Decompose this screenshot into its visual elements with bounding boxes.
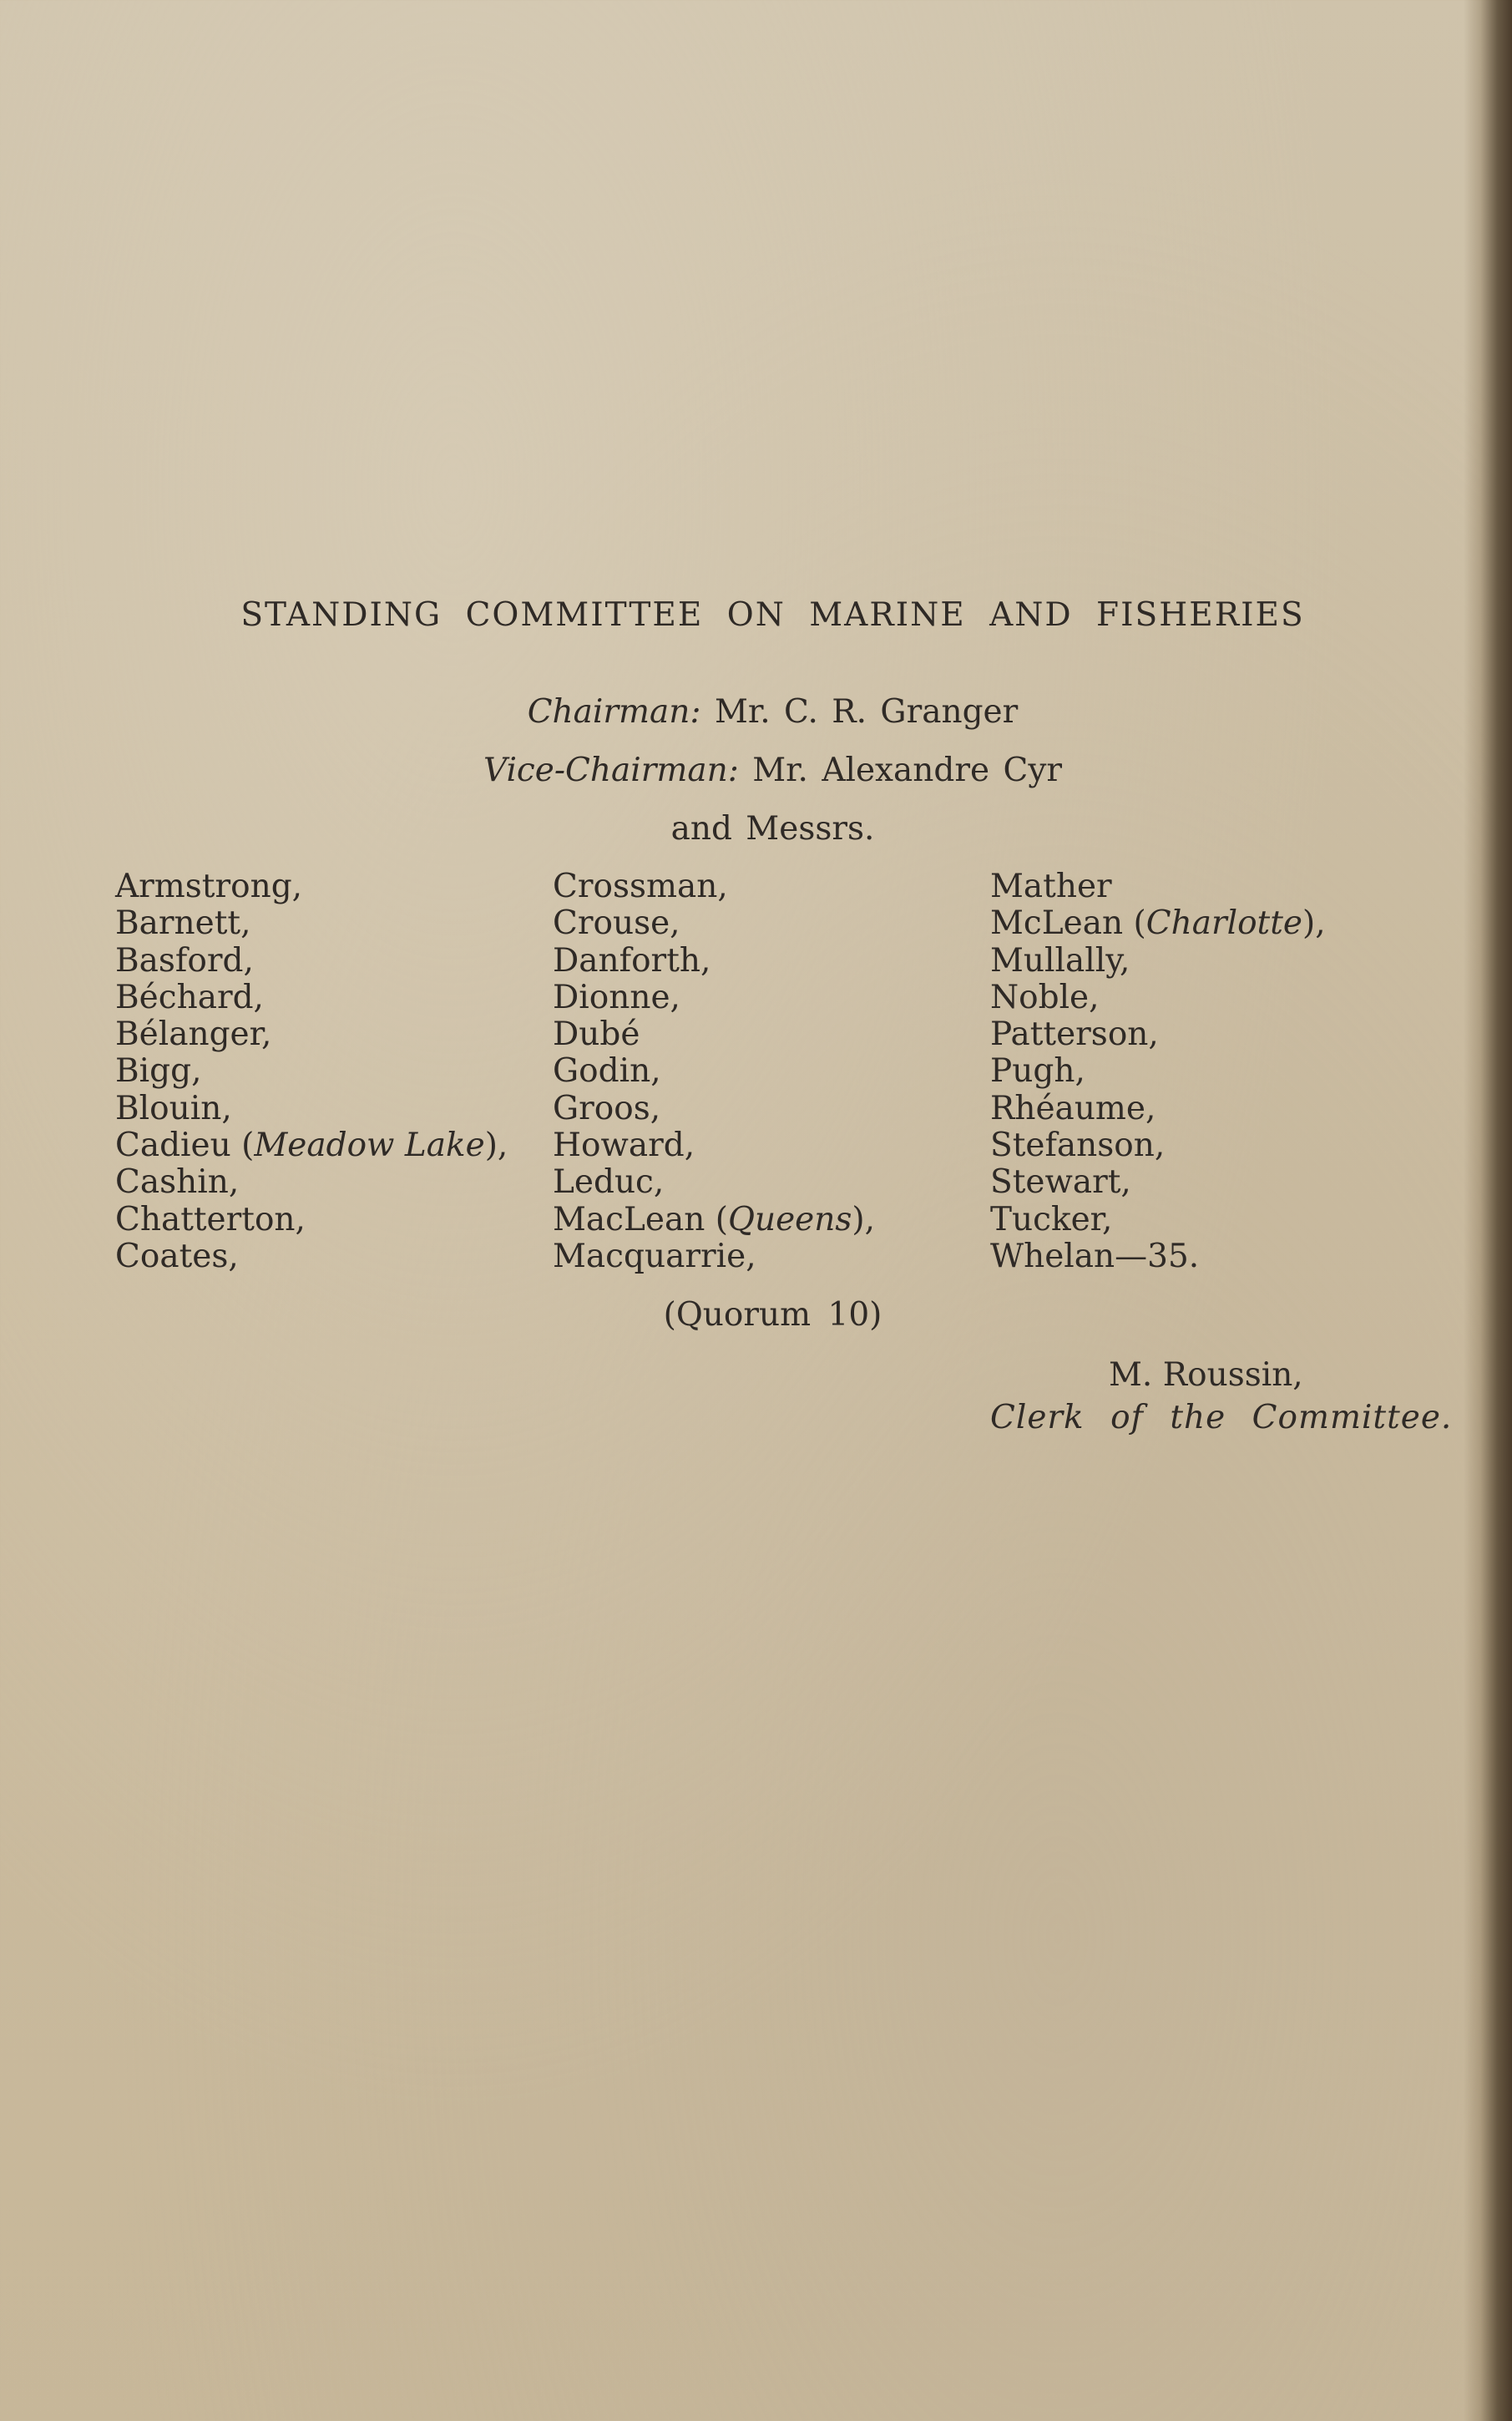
member-name: Groos,	[553, 1089, 661, 1127]
member-name: Basford,	[115, 941, 254, 980]
member-entry	[990, 1164, 1326, 1201]
member-entry	[115, 1053, 508, 1090]
member-suffix: ),	[1302, 904, 1326, 943]
member-name: MacLean (	[553, 1200, 728, 1238]
member-name: Crossman,	[553, 868, 728, 905]
member-entry	[115, 980, 508, 1016]
members-column-2	[553, 869, 875, 1275]
member-entry	[990, 1127, 1326, 1164]
member-name: Godin,	[553, 1052, 661, 1091]
member-entry	[115, 943, 508, 980]
member-name: Cashin,	[115, 1163, 240, 1202]
members-column-3	[990, 869, 1326, 1275]
member-name: McLean (	[990, 904, 1146, 943]
member-name: Stewart,	[990, 1163, 1131, 1202]
member-name: Whelan—35.	[990, 1237, 1200, 1275]
member-entry	[115, 1091, 508, 1127]
chairman-line	[0, 693, 1512, 731]
page-binding-shadow	[1464, 0, 1512, 2421]
member-name: Tucker,	[990, 1200, 1113, 1238]
member-entry	[115, 869, 508, 905]
member-name: Rhéaume,	[990, 1089, 1156, 1127]
vice-chairman-role: Vice-Chairman:	[483, 752, 739, 789]
member-name: Noble,	[990, 978, 1100, 1016]
member-entry	[115, 1202, 508, 1238]
member-name: Howard,	[553, 1127, 695, 1165]
member-entry	[553, 1238, 875, 1275]
member-entry	[990, 1016, 1326, 1053]
member-entry	[553, 980, 875, 1016]
member-name: Cadieu (	[115, 1127, 255, 1165]
member-riding: Queens	[728, 1200, 852, 1238]
committee-heading: STANDING COMMITTEE ON MARINE AND FISHERIES	[240, 596, 1305, 634]
member-entry	[990, 1238, 1326, 1275]
member-name: Bigg,	[115, 1052, 202, 1091]
member-name: Coates,	[115, 1237, 239, 1275]
clerk-name: M. Roussin,	[1109, 1356, 1303, 1394]
member-entry	[115, 1127, 508, 1164]
member-entry	[553, 1164, 875, 1201]
member-name: Crouse,	[553, 904, 680, 943]
member-name: Chatterton,	[115, 1200, 306, 1238]
member-name: Dionne,	[553, 978, 680, 1016]
member-name: Armstrong,	[115, 868, 303, 905]
member-name: Macquarrie,	[553, 1237, 756, 1275]
member-riding: Meadow Lake	[254, 1127, 485, 1165]
member-entry	[115, 905, 508, 942]
member-entry	[990, 869, 1326, 905]
member-entry	[553, 1016, 875, 1053]
member-entry	[553, 869, 875, 905]
member-name: Barnett,	[115, 904, 251, 943]
member-entry	[990, 1053, 1326, 1090]
member-name: Danforth,	[553, 941, 711, 980]
member-name: Patterson,	[990, 1016, 1159, 1054]
member-name: Leduc,	[553, 1163, 665, 1202]
vice-chairman-name: Mr. Alexandre Cyr	[752, 752, 1063, 789]
member-name: Dubé	[553, 1016, 640, 1054]
member-suffix: ),	[852, 1200, 876, 1238]
quorum-note: (Quorum 10)	[663, 1296, 882, 1334]
member-entry	[553, 1202, 875, 1238]
member-name: Mullally,	[990, 941, 1130, 980]
member-entry	[553, 1127, 875, 1164]
member-name: Pugh,	[990, 1052, 1085, 1091]
clerk-title: Clerk of the Committee.	[990, 1399, 1453, 1436]
member-entry	[990, 1091, 1326, 1127]
member-entry	[115, 1164, 508, 1201]
member-entry	[115, 1238, 508, 1275]
member-name: Béchard,	[115, 978, 264, 1016]
chairman-role: Chairman:	[527, 693, 701, 731]
member-name: Bélanger,	[115, 1016, 272, 1054]
member-riding: Charlotte	[1145, 904, 1302, 943]
member-entry	[115, 1016, 508, 1053]
member-entry	[990, 1202, 1326, 1238]
member-entry	[990, 980, 1326, 1016]
member-entry	[553, 1053, 875, 1090]
member-name: Blouin,	[115, 1089, 232, 1127]
member-entry	[553, 943, 875, 980]
member-entry	[990, 943, 1326, 980]
member-name: Mather	[990, 868, 1112, 905]
member-entry	[553, 1091, 875, 1127]
messrs-intro: and Messrs.	[670, 810, 875, 848]
chairman-name: Mr. C. R. Granger	[714, 693, 1019, 731]
member-suffix: ),	[484, 1127, 508, 1165]
members-column-1	[115, 869, 508, 1275]
member-entry	[553, 905, 875, 942]
member-entry	[990, 905, 1326, 942]
vice-chairman-line	[0, 752, 1512, 789]
member-name: Stefanson,	[990, 1127, 1166, 1165]
